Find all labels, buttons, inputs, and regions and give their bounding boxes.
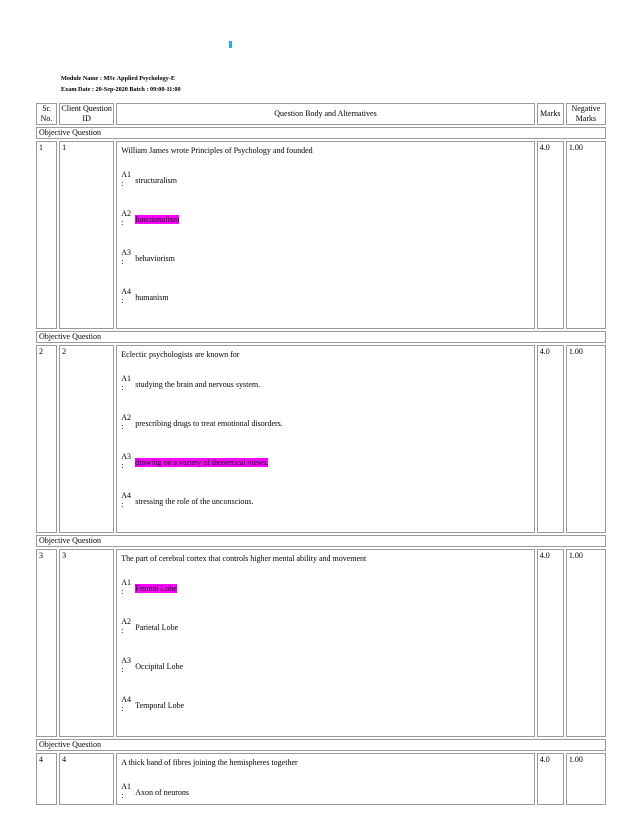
alternative-label xyxy=(121,209,135,227)
question-text: The part of cerebral cortex that controls higher mental ability and movement xyxy=(121,554,367,563)
alternative-text: Parietal Lobe xyxy=(135,623,179,632)
alternative-option xyxy=(121,617,529,656)
alternative-option xyxy=(121,656,529,695)
alternative-code: A2 xyxy=(121,209,132,218)
alternative-text: prescribing drugs to treat emotional disorders. xyxy=(135,419,283,428)
question-row xyxy=(36,345,606,533)
alternative-separator: : xyxy=(121,296,124,305)
alternative-code: A3 xyxy=(121,656,132,665)
section-row xyxy=(36,739,606,751)
alternative-separator: : xyxy=(121,179,124,188)
section-label: Objective Question xyxy=(36,127,606,139)
question-body-cell xyxy=(116,549,534,737)
alternative-label xyxy=(121,617,135,635)
alternative-separator: : xyxy=(121,587,124,596)
alternative-separator: : xyxy=(121,257,124,266)
sr-no-cell: 3 xyxy=(36,549,57,737)
alternative-label xyxy=(121,656,135,674)
sr-no-cell: 2 xyxy=(36,345,57,533)
alternative-option xyxy=(121,374,529,413)
negative-marks-cell: 1.00 xyxy=(566,345,606,533)
alternative-code: A2 xyxy=(121,413,132,422)
alternative-label xyxy=(121,413,135,431)
alternative-label xyxy=(121,491,135,509)
exam-header xyxy=(61,73,181,95)
alternative-option xyxy=(121,248,529,287)
alternative-label xyxy=(121,782,135,800)
alternative-code: A4 xyxy=(121,287,132,296)
alternative-option xyxy=(121,695,529,734)
module-name: Module Name : MSc Applied Psychology-E xyxy=(61,75,175,82)
alternative-code: A3 xyxy=(121,452,132,461)
col-question-body: Question Body and Alternatives xyxy=(116,103,534,125)
section-label: Objective Question xyxy=(36,535,606,547)
alternative-separator: : xyxy=(121,461,124,470)
client-id-cell: 3 xyxy=(59,549,114,737)
question-text: William James wrote Principles of Psychology and founded xyxy=(121,146,313,155)
alternative-code: A1 xyxy=(121,374,132,383)
client-id-cell: 2 xyxy=(59,345,114,533)
negative-marks-cell: 1.00 xyxy=(566,753,606,805)
question-text: A thick band of fibres joining the hemispheres together xyxy=(121,758,298,767)
col-marks: Marks xyxy=(537,103,564,125)
marks-cell: 4.0 xyxy=(537,141,564,329)
logo-mark xyxy=(229,41,232,48)
exam-date-batch: Exam Date : 20-Sep-2020 Batch : 09:00-11:00 xyxy=(61,86,181,93)
client-id-cell: 4 xyxy=(59,753,114,805)
alternative-text: structuralism xyxy=(135,176,178,185)
client-id-cell: 1 xyxy=(59,141,114,329)
alternative-separator: : xyxy=(121,218,124,227)
correct-answer-highlight: Frontal Lobe xyxy=(135,584,177,593)
questions-body xyxy=(36,127,606,805)
question-body-cell xyxy=(116,345,534,533)
alternative-option xyxy=(121,209,529,248)
alternative-option xyxy=(121,413,529,452)
alternative-text: studying the brain and nervous system. xyxy=(135,380,261,389)
alternative-label xyxy=(121,287,135,305)
alternative-option xyxy=(121,491,529,530)
marks-cell: 4.0 xyxy=(537,345,564,533)
sr-no-cell: 4 xyxy=(36,753,57,805)
alternative-option xyxy=(121,170,529,209)
table-header-row xyxy=(36,103,606,125)
alternative-separator: : xyxy=(121,500,124,509)
question-paper-table xyxy=(34,101,608,807)
alternative-separator: : xyxy=(121,383,124,392)
alternative-separator: : xyxy=(121,665,124,674)
section-row xyxy=(36,535,606,547)
alternative-separator: : xyxy=(121,422,124,431)
alternative-label xyxy=(121,374,135,392)
alternative-label xyxy=(121,578,135,596)
marks-cell: 4.0 xyxy=(537,753,564,805)
negative-marks-cell: 1.00 xyxy=(566,549,606,737)
alternative-option xyxy=(121,287,529,326)
alternative-label xyxy=(121,170,135,188)
alternative-code: A4 xyxy=(121,491,132,500)
alternative-separator: : xyxy=(121,626,124,635)
col-sr-no: Sr. No. xyxy=(36,103,57,125)
correct-answer-highlight: drawing on a variety of theoretical views. xyxy=(135,458,269,467)
alternative-text: Temporal Lobe xyxy=(135,701,185,710)
negative-marks-cell: 1.00 xyxy=(566,141,606,329)
question-body-cell xyxy=(116,753,534,805)
alternative-text: Axon of neurons xyxy=(135,788,190,797)
alternative-text: humanism xyxy=(135,293,169,302)
alternative-separator: : xyxy=(121,704,124,713)
alternative-label xyxy=(121,695,135,713)
alternative-option xyxy=(121,578,529,617)
alternative-code: A1 xyxy=(121,170,132,179)
alternative-code: A2 xyxy=(121,617,132,626)
alternative-code: A3 xyxy=(121,248,132,257)
alternative-text: Occipital Lobe xyxy=(135,662,184,671)
question-row xyxy=(36,549,606,737)
alternative-text: behaviorism xyxy=(135,254,175,263)
alternative-option xyxy=(121,782,529,802)
sr-no-cell: 1 xyxy=(36,141,57,329)
section-label: Objective Question xyxy=(36,331,606,343)
marks-cell: 4.0 xyxy=(537,549,564,737)
section-label: Objective Question xyxy=(36,739,606,751)
col-negative-marks: Negative Marks xyxy=(566,103,606,125)
alternative-code: A1 xyxy=(121,782,132,791)
section-row xyxy=(36,331,606,343)
col-client-id: Client Question ID xyxy=(59,103,114,125)
question-row xyxy=(36,753,606,805)
alternative-label xyxy=(121,452,135,470)
alternative-label xyxy=(121,248,135,266)
question-body-cell xyxy=(116,141,534,329)
section-row xyxy=(36,127,606,139)
question-row xyxy=(36,141,606,329)
alternative-separator: : xyxy=(121,791,124,800)
alternative-code: A4 xyxy=(121,695,132,704)
correct-answer-highlight: functionalism xyxy=(135,215,180,224)
alternative-text: stressing the role of the unconscious. xyxy=(135,497,254,506)
alternative-code: A1 xyxy=(121,578,132,587)
question-text: Eclectic psychologists are known for xyxy=(121,350,240,359)
alternative-option xyxy=(121,452,529,491)
